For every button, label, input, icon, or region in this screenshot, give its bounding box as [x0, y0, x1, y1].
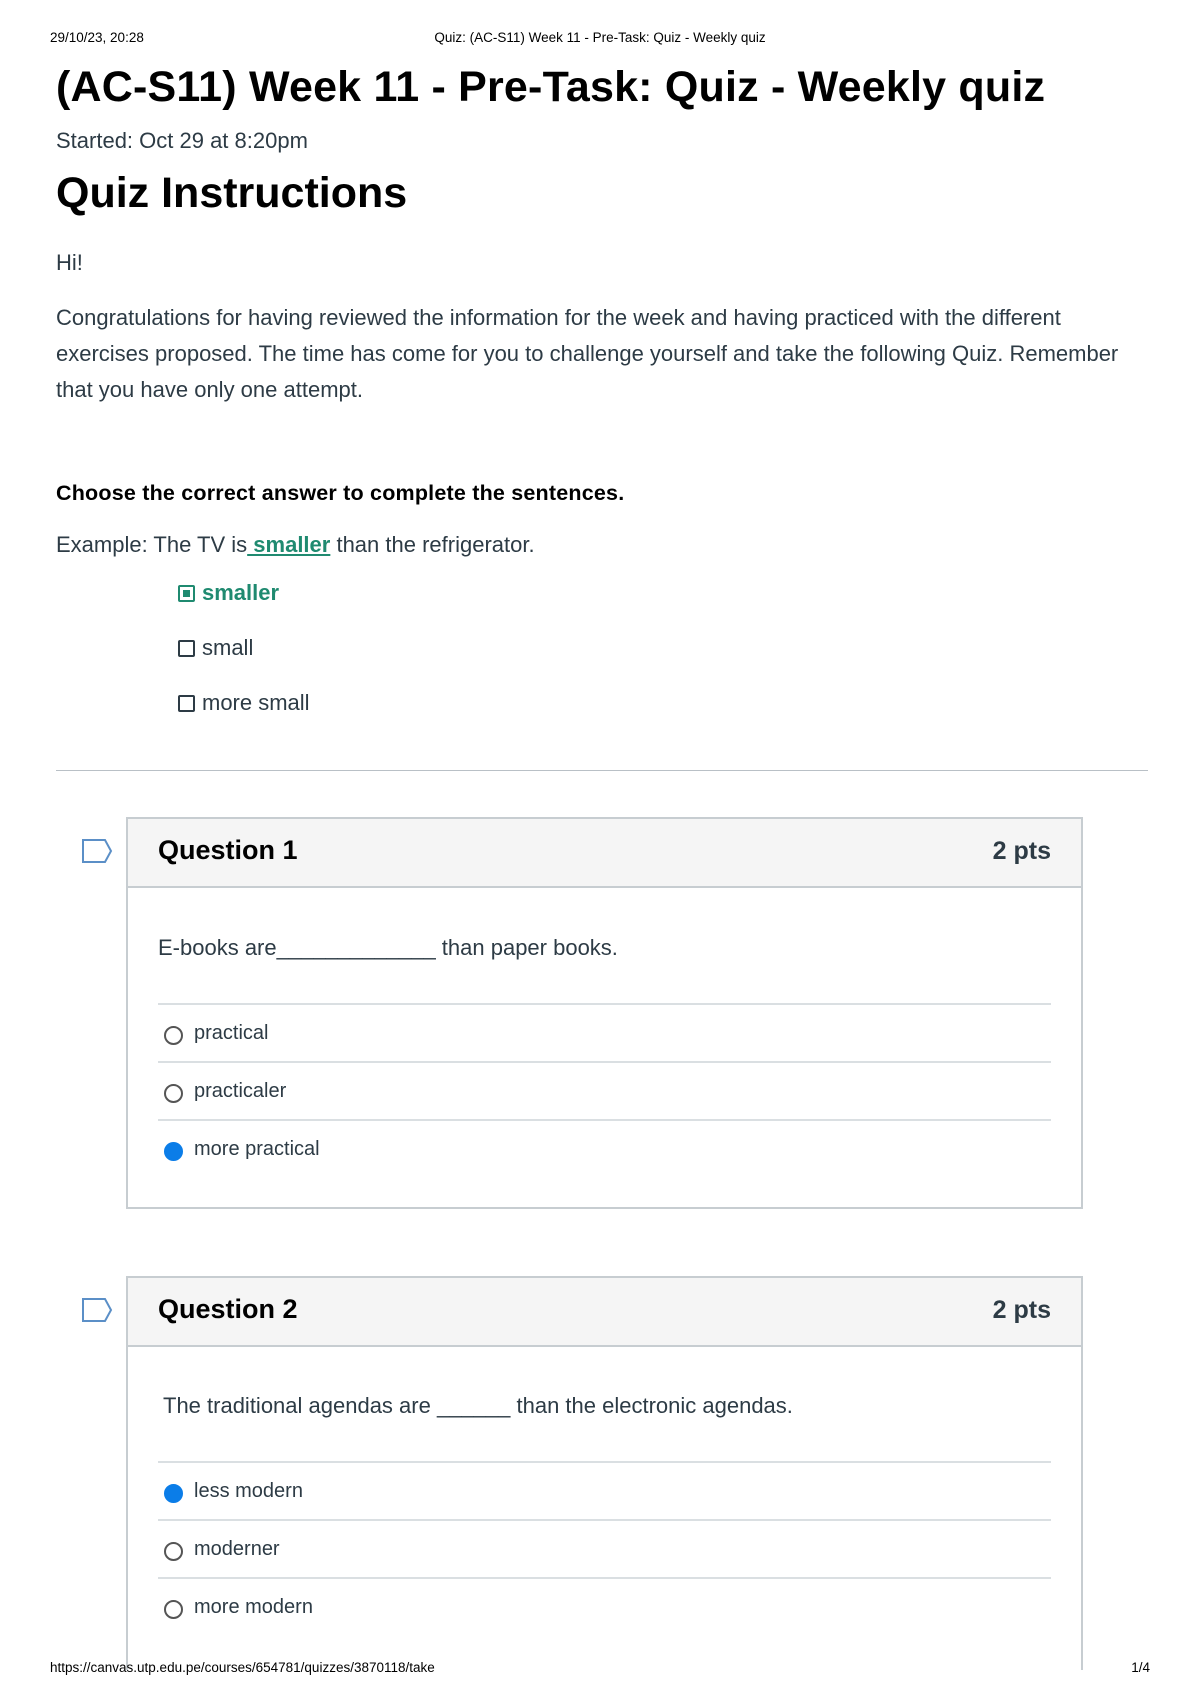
- answer-option[interactable]: [158, 1577, 1051, 1635]
- question-2: [126, 1276, 1083, 1670]
- radio-icon[interactable]: [164, 1542, 183, 1561]
- answer-option[interactable]: [158, 1461, 1051, 1519]
- print-page-number: 1/4: [1131, 1660, 1150, 1675]
- instructions-heading: Quiz Instructions: [56, 169, 408, 217]
- flag-question-icon[interactable]: [81, 838, 113, 864]
- question-points: 2 pts: [992, 1296, 1051, 1324]
- answer-label: practicaler: [194, 1079, 287, 1102]
- print-url: https://canvas.utp.edu.pe/courses/654781/quizzes/3870118/take: [50, 1660, 435, 1675]
- question-body: [128, 888, 1081, 1177]
- quiz-title: (AC-S11) Week 11 - Pre-Task: Quiz - Weekly quiz: [56, 63, 1046, 111]
- answer-option[interactable]: [158, 1061, 1051, 1119]
- answer-label: practical: [194, 1021, 269, 1044]
- answer-label: more practical: [194, 1137, 320, 1160]
- instructions-greeting: Hi!: [56, 250, 83, 275]
- example-option-more-small: [178, 688, 1148, 743]
- answer-label: less modern: [194, 1479, 303, 1502]
- question-name: Question 1: [158, 835, 298, 865]
- question-text: The traditional agendas are ______ than the electronic agendas.: [163, 1393, 793, 1418]
- answer-list: [158, 1461, 1051, 1635]
- example-sentence: [56, 530, 1148, 560]
- question-header: [128, 819, 1081, 888]
- quiz-content: [56, 58, 1148, 743]
- example-option-label: smaller: [202, 580, 280, 605]
- print-datetime: 29/10/23, 20:28: [50, 30, 144, 45]
- example-option-smaller: [178, 578, 1148, 633]
- example-option-small: [178, 633, 1148, 688]
- instructions-task: Choose the correct answer to complete the sentences.: [56, 481, 625, 505]
- example-answer: smaller: [247, 532, 331, 557]
- answer-label: more modern: [194, 1595, 313, 1618]
- section-divider: [56, 770, 1148, 771]
- radio-icon[interactable]: [164, 1600, 183, 1619]
- question-body: [128, 1347, 1081, 1635]
- print-footer: [50, 1660, 1150, 1680]
- radio-icon[interactable]: [164, 1026, 183, 1045]
- example-option-label: more small: [202, 690, 310, 715]
- answer-option[interactable]: [158, 1519, 1051, 1577]
- question-1: [126, 817, 1083, 1209]
- example-option-label: small: [202, 635, 254, 660]
- radio-selected-icon[interactable]: [164, 1142, 183, 1161]
- answer-option[interactable]: [158, 1119, 1051, 1177]
- instructions-intro: Congratulations for having reviewed the information for the week and having practiced with the different exercises proposed. The time has come for you to challenge yourself and take the following Quiz. Remember that you have only one attempt.: [56, 305, 1119, 402]
- checked-checkbox-icon: [178, 585, 195, 602]
- question-text: E-books are_____________ than paper books.: [158, 935, 618, 960]
- flag-question-icon[interactable]: [81, 1297, 113, 1323]
- checkbox-icon: [178, 640, 195, 657]
- radio-icon[interactable]: [164, 1084, 183, 1103]
- question-header: [128, 1278, 1081, 1347]
- example-prefix: Example: The TV is: [56, 532, 248, 557]
- answer-list: [158, 1003, 1051, 1177]
- print-header: [50, 30, 1150, 50]
- question-name: Question 2: [158, 1294, 298, 1324]
- example-suffix: than the refrigerator.: [330, 532, 535, 557]
- radio-selected-icon[interactable]: [164, 1484, 183, 1503]
- print-doc-title: Quiz: (AC-S11) Week 11 - Pre-Task: Quiz - Weekly quiz: [434, 30, 766, 45]
- question-points: 2 pts: [992, 837, 1051, 865]
- example-options: [178, 578, 1148, 743]
- quiz-started-time: Started: Oct 29 at 8:20pm: [56, 128, 308, 153]
- checkbox-icon: [178, 695, 195, 712]
- answer-label: moderner: [194, 1537, 280, 1560]
- answer-option[interactable]: [158, 1003, 1051, 1061]
